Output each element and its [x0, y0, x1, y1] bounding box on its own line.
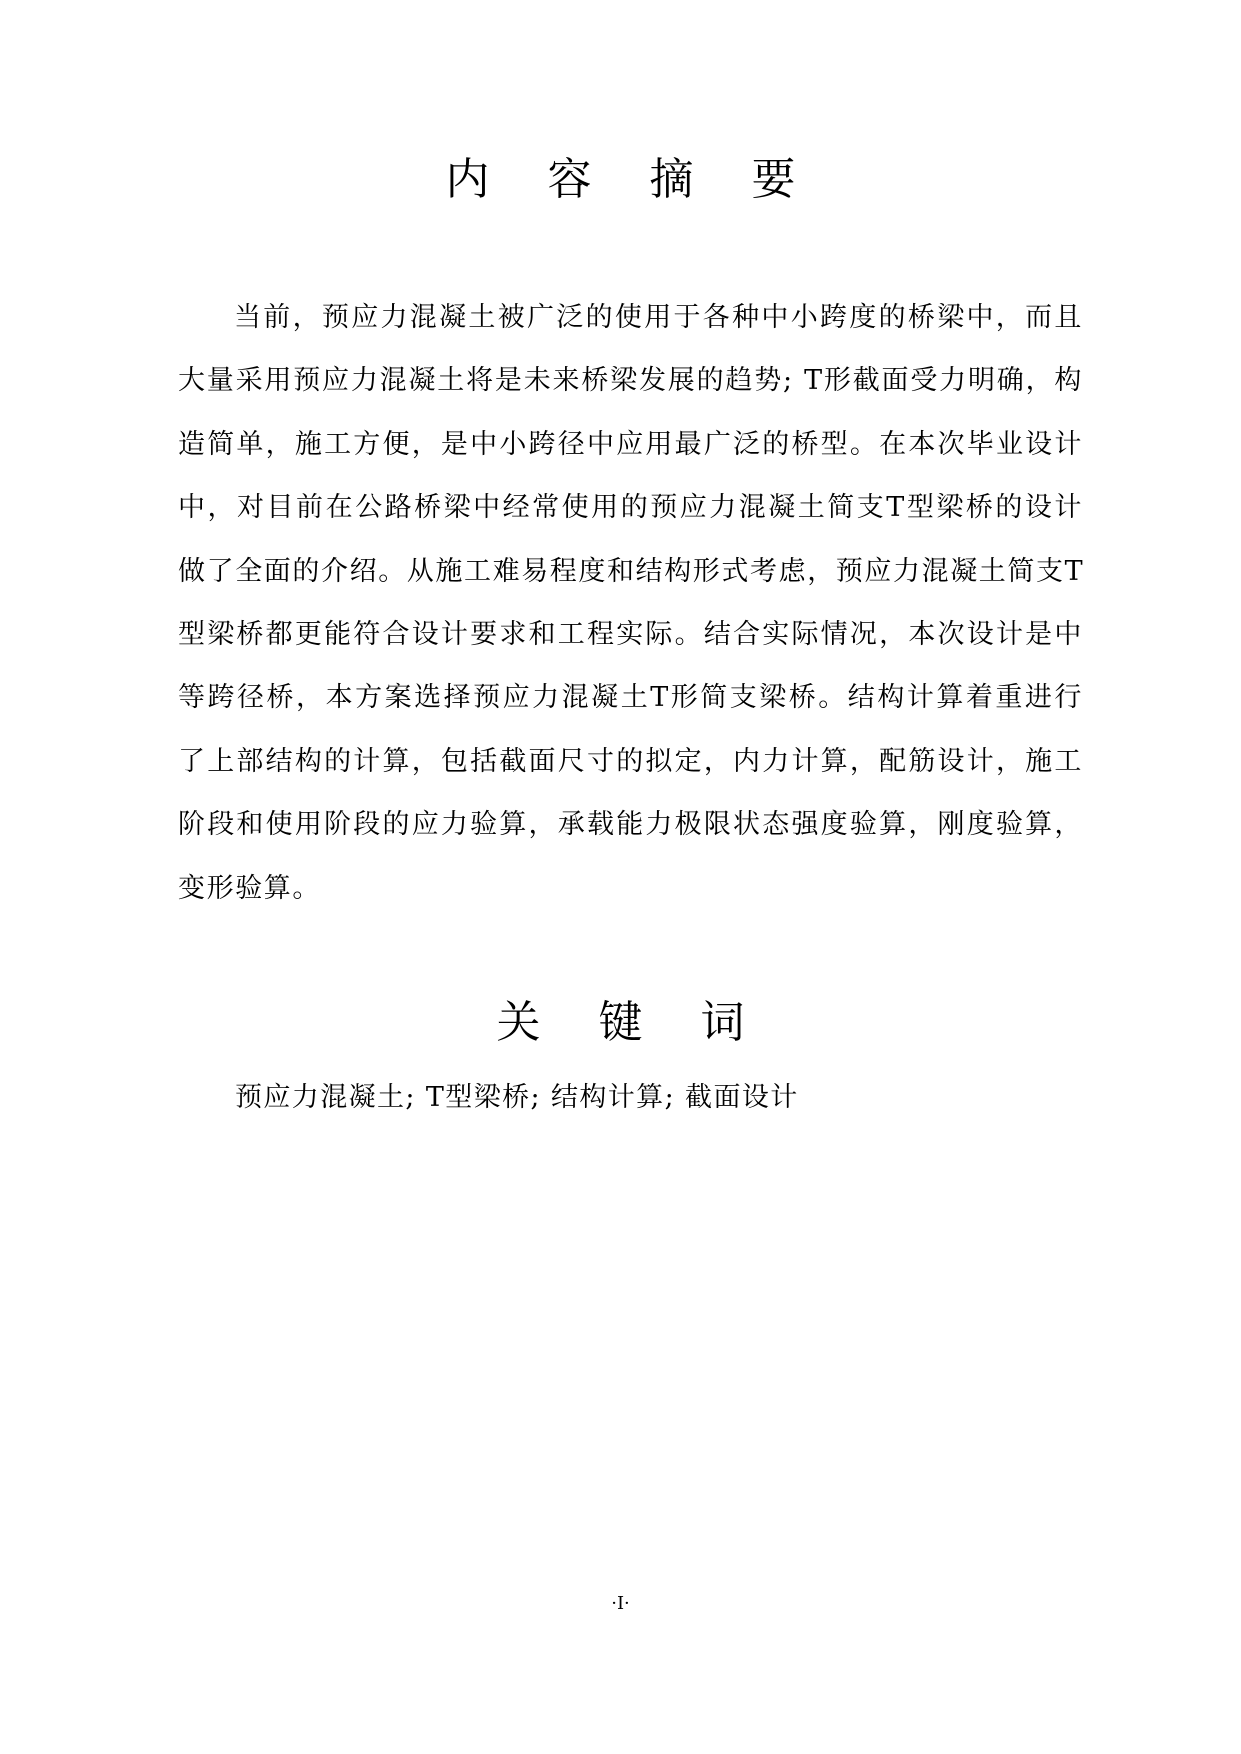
abstract-line: 中，对目前在公路桥梁中经常使用的预应力混凝土简支T型梁桥的设计: [178, 492, 1083, 524]
abstract-line: 型梁桥都更能符合设计要求和工程实际。结合实际情况，本次设计是中: [178, 618, 1083, 650]
abstract-line: 阶段和使用阶段的应力验算，承载能力极限状态强度验算，刚度验算，: [178, 809, 1083, 841]
abstract-title: 内 容 摘 要: [445, 154, 818, 205]
abstract-line: 了上部结构的计算，包括截面尺寸的拟定，内力计算，配筋设计，施工: [178, 745, 1083, 777]
abstract-line: 变形验算。: [178, 872, 321, 904]
abstract-line: 造简单，施工方便，是中小跨径中应用最广泛的桥型。在本次毕业设计: [178, 428, 1083, 460]
abstract-line: 大量采用预应力混凝土将是未来桥梁发展的趋势; T形截面受力明确，构: [178, 365, 1083, 397]
abstract-line: 当前，预应力混凝土被广泛的使用于各种中小跨度的桥梁中，而且: [234, 302, 1083, 333]
page-number: ·I·: [611, 1593, 630, 1614]
keywords-text: 预应力混凝土; T型梁桥; 结构计算; 截面设计: [235, 1082, 799, 1113]
abstract-line: 做了全面的介绍。从施工难易程度和结构形式考虑，预应力混凝土简支T: [178, 555, 1085, 587]
abstract-line: 等跨径桥，本方案选择预应力混凝土T形简支梁桥。结构计算着重进行: [178, 682, 1083, 714]
abstract-body: [178, 286, 1083, 920]
keywords-title: 关 键 词: [496, 997, 767, 1048]
